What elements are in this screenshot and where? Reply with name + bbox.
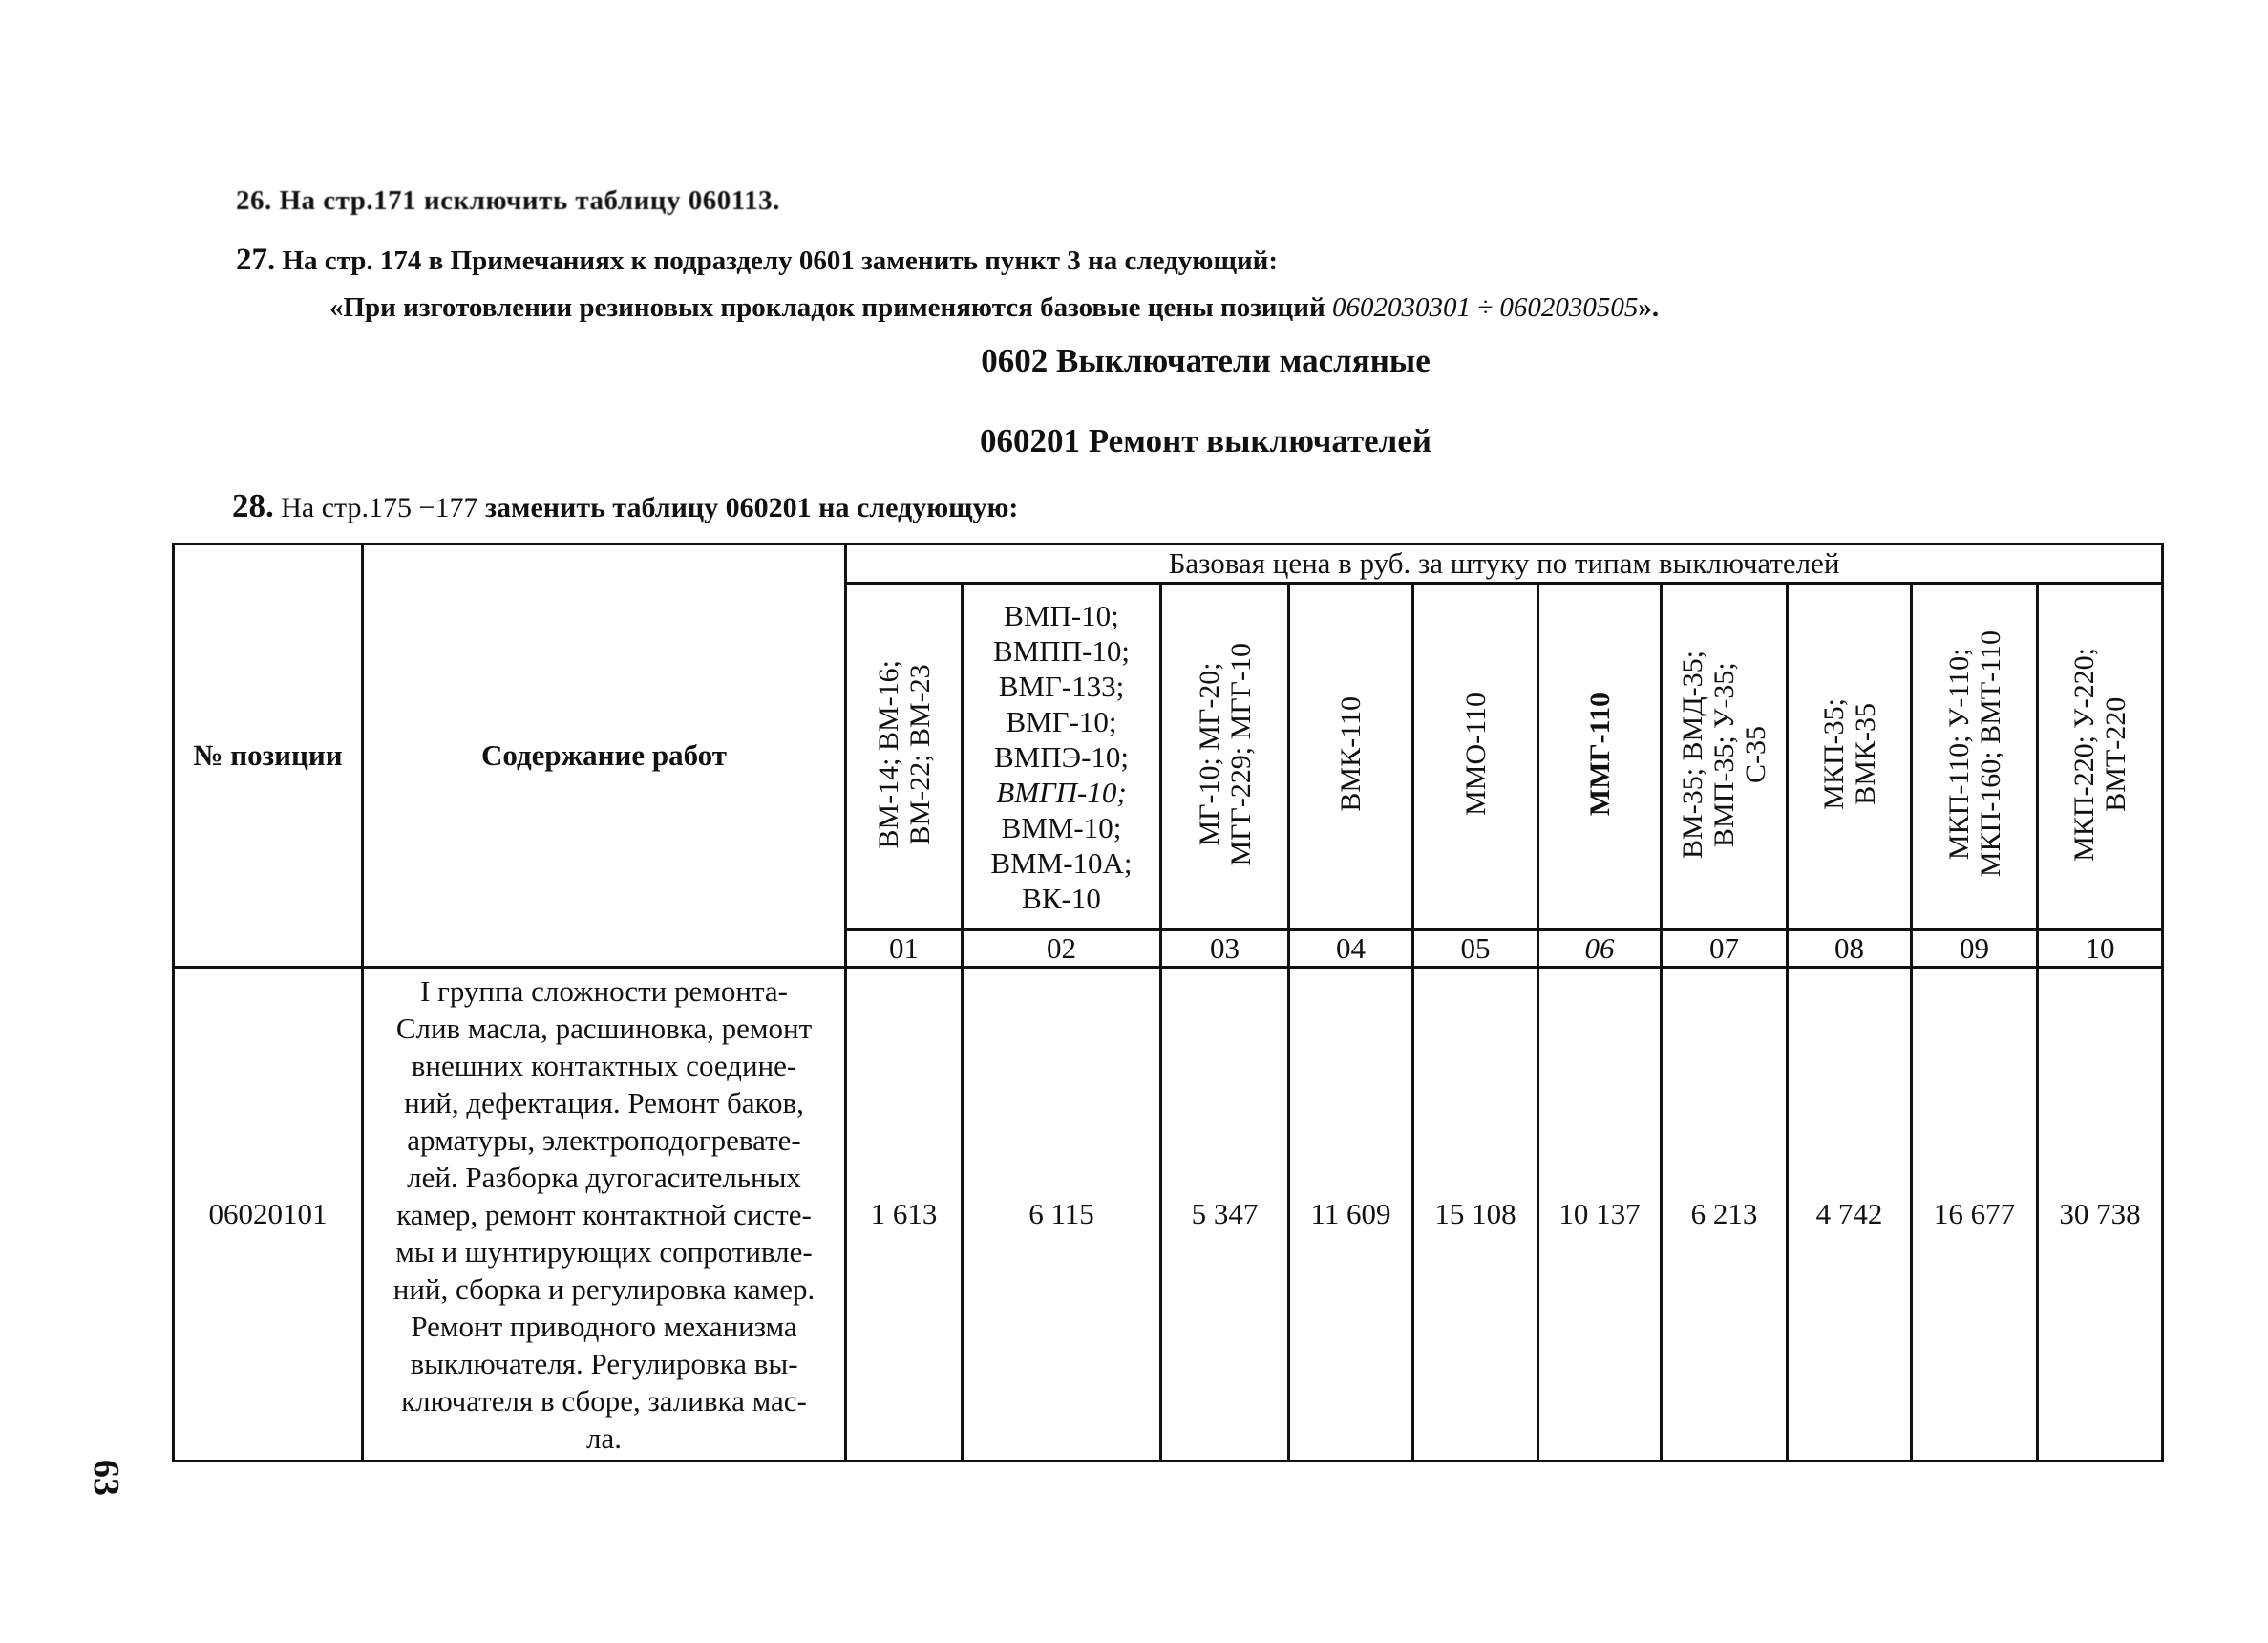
section-heading: 0602 Выключатели масляные [981, 342, 1431, 379]
quote-end: ». [1638, 292, 1660, 323]
price-cell: 6 213 [1662, 968, 1788, 1462]
price-cell: 1 613 [846, 968, 963, 1462]
type-code: 04 [1289, 930, 1413, 968]
row-position: 06020101 [174, 968, 363, 1462]
price-cell: 30 738 [2038, 968, 2163, 1462]
type-header-10 [2038, 584, 2163, 930]
type-code: 09 [1912, 930, 2038, 968]
row-description: I группа сложности ремонта- Слив масла, расшиновка, ремонт внешних контактных соедине- ний, дефектация. Ремонт баков, арматуры, электроподогревате- лей. Разборка дугогасительных камер, ремонт контактной систе- мы и шунтирующих сопротивле- ний, сборка и регулировка камер. Ремонт приводного механизма выключателя. Регулировка вы- ключателя в сборе, заливка мас- ла. [363, 968, 846, 1462]
type-label: МКП-220; У-220; ВМТ-220 [2068, 647, 2132, 862]
price-cell: 5 347 [1161, 968, 1289, 1462]
header-work: Содержание работ [363, 544, 846, 968]
type-header-04 [1289, 584, 1413, 930]
type-code: 08 [1788, 930, 1912, 968]
type-label: ВМК-110 [1335, 696, 1367, 812]
type-label: ВМ-14; ВМ-16; ВМ-22; ВМ-23 [872, 659, 936, 849]
price-cell: 10 137 [1538, 968, 1662, 1462]
type-label: ВМ-35; ВМД-35; ВМП-35; У-35; С-35 [1677, 650, 1771, 859]
type-label: ММГ-110 [1583, 692, 1616, 817]
page-number: 63 [86, 1460, 126, 1496]
type-code: 03 [1161, 930, 1289, 968]
type-code: 01 [846, 930, 963, 968]
item-27-quote [329, 292, 1659, 324]
type-label [964, 598, 1159, 916]
price-cell: 16 677 [1912, 968, 2038, 1462]
type-code: 06 [1538, 930, 1662, 968]
subsection-heading: 060201 Ремонт выключателей [979, 422, 1432, 459]
item-28-number: 28. [232, 487, 274, 524]
price-cell: 4 742 [1788, 968, 1912, 1462]
type-code: 07 [1662, 930, 1788, 968]
type-header-01 [846, 584, 963, 930]
price-cell: 6 115 [963, 968, 1161, 1462]
type-header-07 [1662, 584, 1788, 930]
item-27-number: 27. [236, 243, 276, 277]
type-header-06 [1538, 584, 1662, 930]
item-28-text-plain: На стр.175 −177 [281, 492, 478, 523]
price-table [172, 543, 2164, 1462]
type-label-tail: ВММ-10; ВММ-10А; ВК-10 [990, 810, 1133, 915]
table-row [174, 968, 2163, 1462]
type-header-09 [1912, 584, 2038, 930]
item-27-text: На стр. 174 в Примечаниях к подразделу 0601 заменить пункт 3 на следующий: [282, 245, 1279, 276]
item-26: 26. На стр.171 исключить таблицу 060113. [236, 185, 780, 216]
type-header-02 [963, 584, 1161, 930]
item-27 [236, 243, 1278, 278]
type-header-03 [1161, 584, 1289, 930]
type-label: ММО-110 [1459, 693, 1492, 816]
price-cell: 15 108 [1413, 968, 1538, 1462]
type-label: МГ-10; МГ-20; МГГ-229; МГГ-10 [1193, 642, 1257, 866]
header-position: № позиции [174, 544, 363, 968]
quote-range: 0602030301 ÷ 0602030505 [1331, 292, 1639, 323]
price-cell: 11 609 [1289, 968, 1413, 1462]
type-header-08 [1788, 584, 1912, 930]
type-header-05 [1413, 584, 1538, 930]
type-code: 05 [1413, 930, 1538, 968]
type-label-part: ВМП-10; ВМПП-10; ВМГ-133; ВМГ-10; ВМПЭ-10; [993, 598, 1130, 774]
type-label: МКП-110; У-110; МКП-160; ВМТ-110 [1942, 630, 2006, 878]
item-28-text-bold: заменить таблицу 060201 на следующую: [477, 492, 1019, 523]
type-label-italic: ВМГП-10; [996, 775, 1127, 809]
type-code: 10 [2038, 930, 2163, 968]
quote-text: «При изготовлении резиновых прокладок применяются базовые цены позиций [329, 292, 1332, 323]
type-code: 02 [963, 930, 1161, 968]
type-label: МКП-35; ВМК-35 [1817, 698, 1881, 810]
item-28 [232, 487, 1018, 525]
header-price-group: Базовая цена в руб. за штуку по типам выключателей [846, 544, 2163, 584]
